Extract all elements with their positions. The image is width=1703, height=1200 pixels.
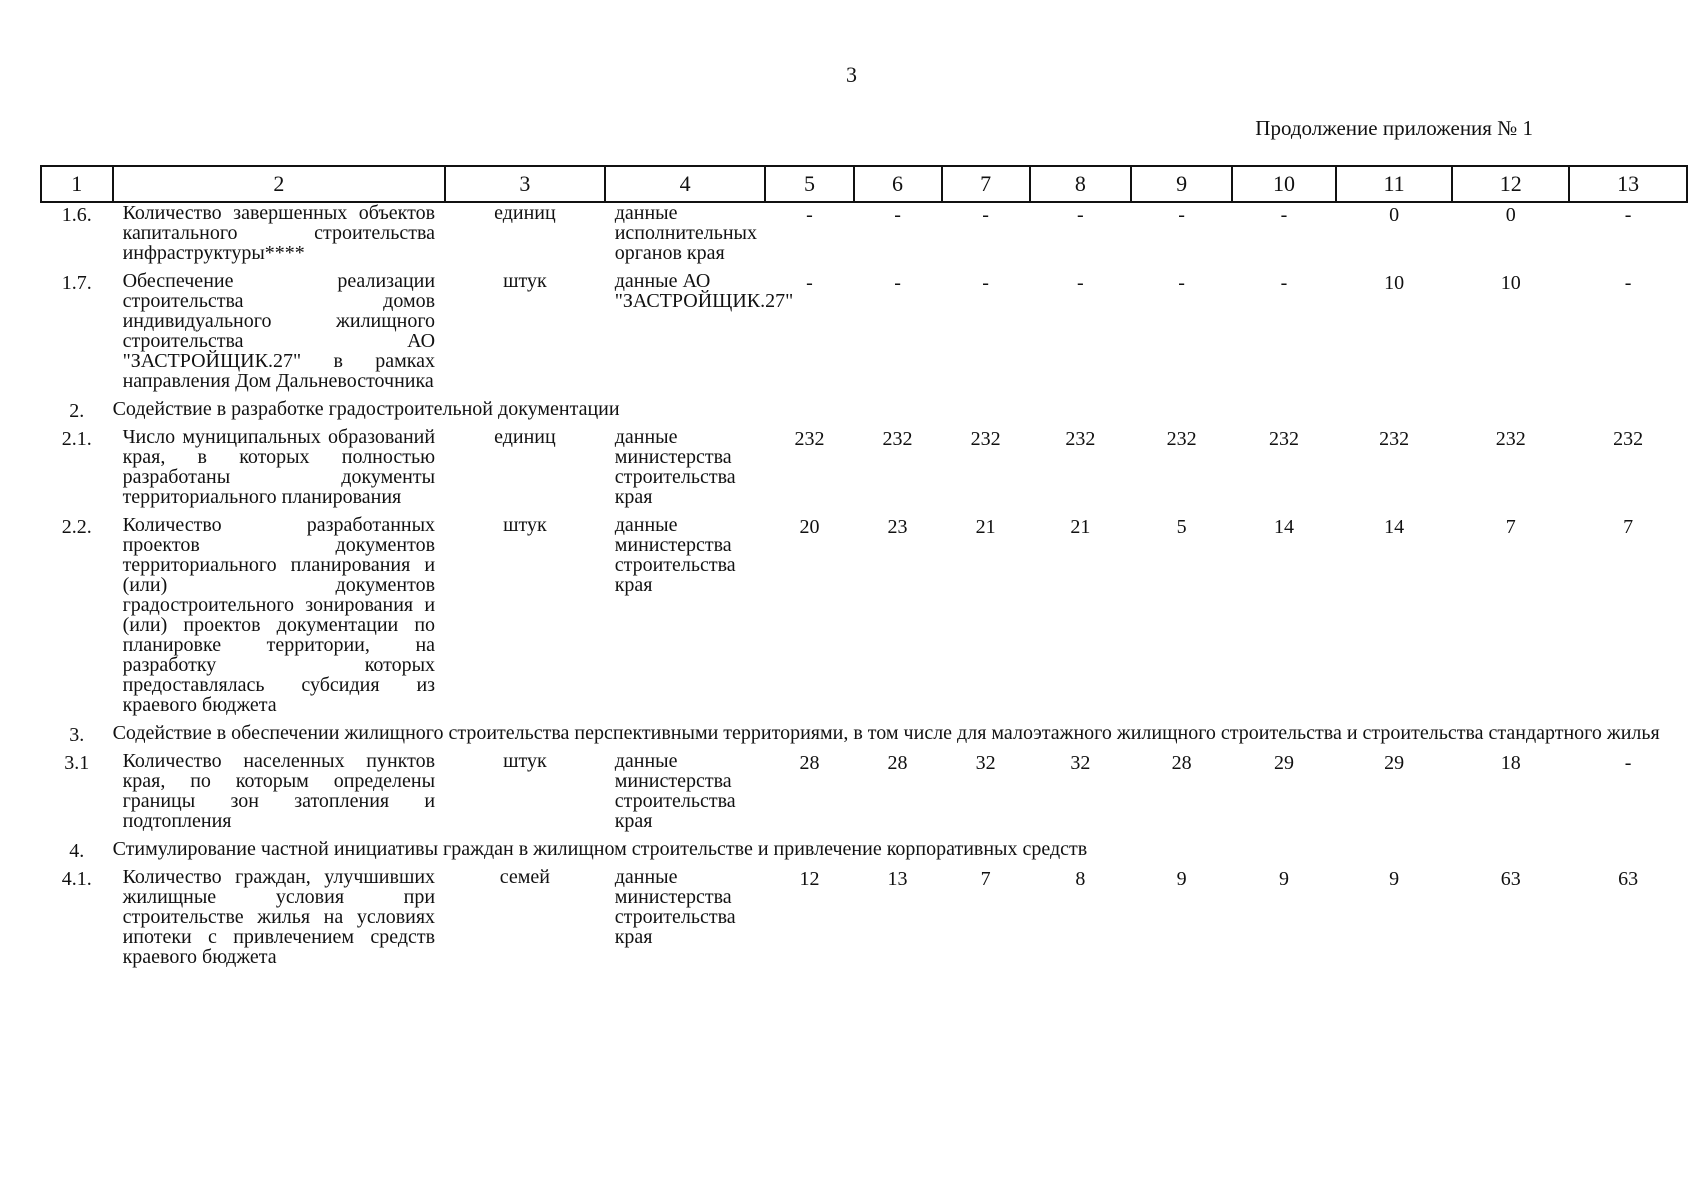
unit-cell: штук bbox=[503, 514, 547, 536]
value-cell: 232 bbox=[882, 428, 913, 450]
value-cell: 63 bbox=[1618, 868, 1639, 890]
value-cell: 10 bbox=[1500, 272, 1521, 294]
value-cell: - bbox=[894, 204, 901, 226]
source-cell: данные министерства строительства края bbox=[614, 514, 736, 596]
value-cell: 14 bbox=[1273, 516, 1294, 538]
value-cell: - bbox=[1624, 752, 1632, 774]
header-cell: 6 bbox=[854, 166, 942, 202]
value-cell: 7 bbox=[980, 868, 991, 890]
value-cell: - bbox=[1178, 204, 1185, 226]
value-cell: 13 bbox=[887, 868, 908, 890]
value-cell: 7 bbox=[1623, 516, 1634, 538]
value-cell: 12 bbox=[799, 868, 820, 890]
value-cell: 232 bbox=[1166, 428, 1197, 450]
value-cell: 232 bbox=[1495, 428, 1526, 450]
value-cell: 9 bbox=[1278, 868, 1289, 890]
header-cell: 2 bbox=[113, 166, 446, 202]
table-row bbox=[41, 271, 1687, 399]
value-cell: 232 bbox=[1613, 428, 1644, 450]
indicator-name: Количество граждан, улучшивших жилищные условия при строительстве жилья на условиях ипотеки с привлечением средств краевого бюджета bbox=[122, 866, 436, 968]
header-cell: 7 bbox=[942, 166, 1030, 202]
table-row bbox=[41, 515, 1687, 723]
header-cell: 12 bbox=[1452, 166, 1569, 202]
value-cell: - bbox=[1076, 204, 1084, 226]
value-cell: - bbox=[982, 204, 989, 226]
indicator-name: Количество разработанных проектов документов территориального планирования и (или) документов градостроительного зонирования и (или) проектов документации по планировке территории, на разработку которых предоставлялась субсидия из краевого бюджета bbox=[122, 514, 436, 716]
table-row bbox=[41, 867, 1687, 975]
row-number: 4.1. bbox=[61, 868, 92, 890]
value-cell: 32 bbox=[975, 752, 996, 774]
header-cell: 10 bbox=[1232, 166, 1335, 202]
value-cell: - bbox=[806, 204, 813, 226]
section-row bbox=[41, 723, 1687, 751]
value-cell: 21 bbox=[1070, 516, 1091, 538]
value-cell: 0 bbox=[1389, 204, 1400, 226]
source-cell: данные министерства строительства края bbox=[614, 866, 736, 948]
value-cell: - bbox=[1280, 204, 1288, 226]
value-cell: 32 bbox=[1070, 752, 1091, 774]
value-cell: 10 bbox=[1384, 272, 1405, 294]
value-cell: 29 bbox=[1273, 752, 1294, 774]
value-cell: 5 bbox=[1176, 516, 1187, 538]
header-cell: 1 bbox=[41, 166, 113, 202]
unit-cell: семей bbox=[499, 866, 550, 888]
value-cell: 23 bbox=[887, 516, 908, 538]
header-cell: 11 bbox=[1336, 166, 1453, 202]
value-cell: 28 bbox=[887, 752, 908, 774]
value-cell: 232 bbox=[1065, 428, 1096, 450]
value-cell: 9 bbox=[1176, 868, 1187, 890]
unit-cell: штук bbox=[503, 750, 547, 772]
value-cell: 29 bbox=[1384, 752, 1405, 774]
value-cell: 63 bbox=[1500, 868, 1521, 890]
source-cell: данные АО "ЗАСТРОЙЩИК.27" bbox=[614, 270, 794, 312]
page-number: 3 bbox=[846, 62, 857, 87]
header-row bbox=[41, 166, 1687, 202]
source-cell: данные министерства строительства края bbox=[614, 426, 736, 508]
value-cell: 9 bbox=[1389, 868, 1400, 890]
source-cell: данные министерства строительства края bbox=[614, 750, 736, 832]
section-title: Содействие в обеспечении жилищного строительства перспективными территориями, в том числе для малоэтажного жилищного строительства и строительства стандартного жилья bbox=[112, 722, 1660, 744]
section-row bbox=[41, 399, 1687, 427]
row-number: 1.6. bbox=[61, 204, 92, 226]
unit-cell: единиц bbox=[494, 202, 556, 224]
row-number: 2.2. bbox=[61, 516, 92, 538]
row-number: 3. bbox=[69, 724, 85, 746]
value-cell: - bbox=[1178, 272, 1185, 294]
indicator-name: Количество населенных пунктов края, по которым определены границы зон затопления и подтопления bbox=[122, 750, 436, 832]
header-cell: 5 bbox=[765, 166, 853, 202]
section-title: Содействие в разработке градостроительной документации bbox=[112, 398, 620, 420]
table-row bbox=[41, 202, 1687, 271]
indicator-name: Число муниципальных образований края, в которых полностью разработаны документы территориального планирования bbox=[122, 426, 436, 508]
header-cell: 13 bbox=[1569, 166, 1687, 202]
value-cell: 232 bbox=[970, 428, 1001, 450]
value-cell: 0 bbox=[1505, 204, 1516, 226]
table-row bbox=[41, 751, 1687, 839]
value-cell: 21 bbox=[975, 516, 996, 538]
value-cell: - bbox=[1624, 272, 1632, 294]
value-cell: 232 bbox=[1268, 428, 1299, 450]
value-cell: 232 bbox=[1379, 428, 1410, 450]
indicators-table bbox=[40, 165, 1688, 975]
header-cell: 8 bbox=[1030, 166, 1131, 202]
appendix-caption: Продолжение приложения № 1 bbox=[1255, 116, 1533, 140]
value-cell: - bbox=[1076, 272, 1084, 294]
row-number: 4. bbox=[69, 840, 85, 862]
value-cell: - bbox=[894, 272, 901, 294]
value-cell: 7 bbox=[1505, 516, 1516, 538]
value-cell: - bbox=[982, 272, 989, 294]
indicator-name: Количество завершенных объектов капитального строительства инфраструктуры**** bbox=[122, 202, 436, 264]
section-title: Стимулирование частной инициативы граждан в жилищном строительстве и привлечение корпоративных средств bbox=[112, 838, 1088, 860]
header-cell: 3 bbox=[445, 166, 605, 202]
value-cell: 20 bbox=[799, 516, 820, 538]
value-cell: 28 bbox=[799, 752, 820, 774]
section-row bbox=[41, 839, 1687, 867]
source-cell: данные исполнительных органов края bbox=[614, 202, 757, 264]
row-number: 3.1 bbox=[64, 752, 90, 774]
header-cell: 9 bbox=[1131, 166, 1232, 202]
row-number: 2.1. bbox=[61, 428, 92, 450]
row-number: 2. bbox=[69, 400, 85, 422]
indicator-name: Обеспечение реализации строительства домов индивидуального жилищного строительства АО "ЗАСТРОЙЩИК.27" в рамках направления Дом Дальневосточника bbox=[122, 270, 436, 392]
value-cell: 14 bbox=[1384, 516, 1405, 538]
unit-cell: единиц bbox=[494, 426, 556, 448]
row-number: 1.7. bbox=[61, 272, 92, 294]
value-cell: 28 bbox=[1171, 752, 1192, 774]
value-cell: 8 bbox=[1075, 868, 1086, 890]
value-cell: - bbox=[1624, 204, 1632, 226]
value-cell: - bbox=[806, 272, 813, 294]
value-cell: - bbox=[1280, 272, 1288, 294]
table-row bbox=[41, 427, 1687, 515]
unit-cell: штук bbox=[503, 270, 547, 292]
value-cell: 18 bbox=[1500, 752, 1521, 774]
value-cell: 232 bbox=[794, 428, 825, 450]
header-cell: 4 bbox=[605, 166, 766, 202]
